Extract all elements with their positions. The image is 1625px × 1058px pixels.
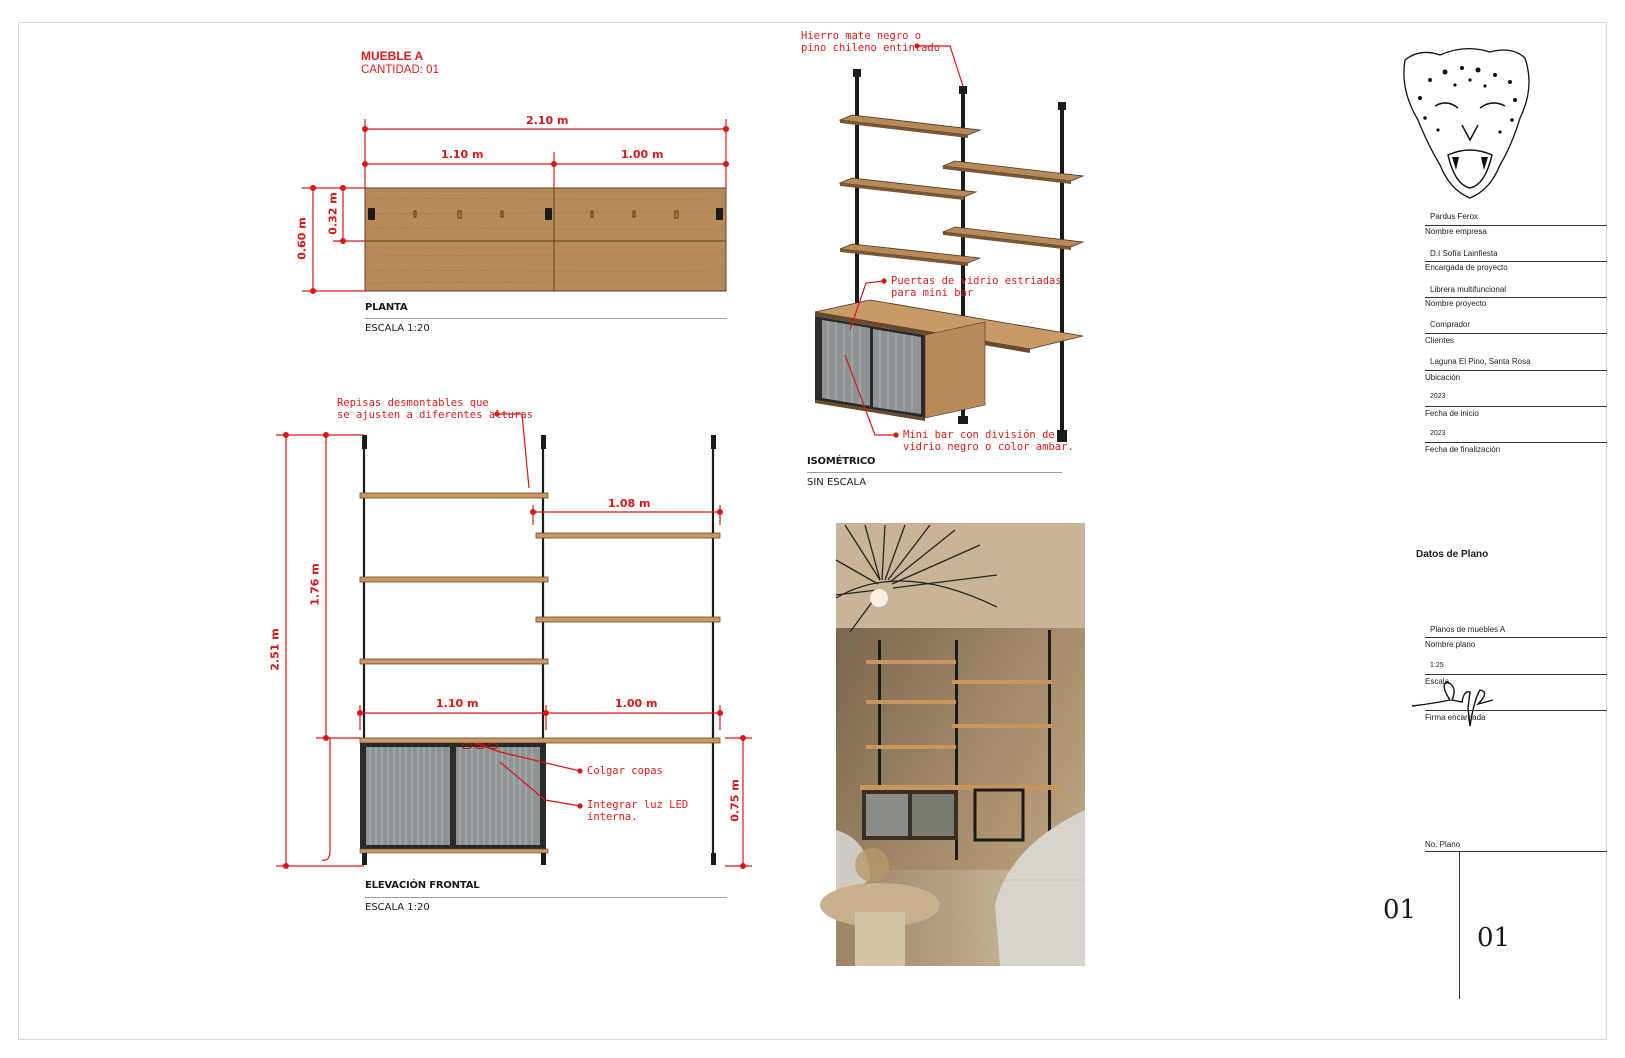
- elev-dim-left: 1.10 m: [436, 697, 479, 710]
- elev-dim-shelf-width: 1.08 m: [608, 497, 651, 510]
- planta-dim-total: 2.10 m: [526, 114, 569, 127]
- tb-divider: [1425, 851, 1607, 852]
- elevacion-scale: ESCALA 1:20: [365, 902, 430, 913]
- tb-scale-value: 1:25: [1430, 662, 1444, 669]
- planta-title: PLANTA: [365, 302, 408, 313]
- tb-project-label: Nombre proyecto: [1425, 299, 1487, 308]
- isometrico-scale: SIN ESCALA: [807, 477, 867, 488]
- tb-clients-label: Clientes: [1425, 336, 1454, 345]
- isometrico-title: ISOMÉTRICO: [807, 456, 876, 467]
- tb-plan-number-label: No. Plano: [1425, 840, 1461, 849]
- furniture-title: MUEBLE A: [361, 49, 424, 63]
- planta-dim-depth-top: 0.32 m: [326, 192, 340, 235]
- elev-dim-right: 1.00 m: [615, 697, 658, 710]
- tb-end-label: Fecha de finalización: [1425, 445, 1501, 454]
- tb-plan-total: 01: [1477, 923, 1511, 953]
- tb-vertical-divider: [1459, 851, 1460, 999]
- note-glasses: Colgar copas: [587, 765, 663, 777]
- elev-dim-height-total: 2.51 m: [268, 628, 282, 671]
- tb-signature-label: Firma encargada: [1425, 713, 1486, 722]
- tb-divider: [1425, 710, 1607, 711]
- tb-scale-label: Escala: [1425, 677, 1450, 686]
- elev-dim-counter-height: 0.75 m: [728, 779, 742, 822]
- tb-company-label: Nombre empresa: [1425, 227, 1487, 236]
- planta-dim-depth-total: 0.60 m: [295, 217, 309, 260]
- tb-plan-number: 01: [1383, 895, 1417, 925]
- elevacion-title: ELEVACIÓN FRONTAL: [365, 880, 480, 891]
- tb-project-value: Librera multifuncional: [1430, 285, 1507, 294]
- tb-location-value: Laguna El Pino, Santa Rosa: [1430, 357, 1531, 366]
- tb-manager-value: D.I Sofía Lainfiesta: [1430, 249, 1498, 258]
- tb-plan-name-value: Planos de muebles A: [1430, 625, 1506, 634]
- planta-dim-left: 1.10 m: [441, 148, 484, 161]
- tb-end-value: 2023: [1430, 430, 1446, 437]
- note-doors: Puertas de vidrio estriadas para mini bar: [891, 275, 1062, 299]
- tb-clients-value: Comprador: [1430, 320, 1471, 329]
- tb-manager-label: Encargada de proyecto: [1425, 263, 1508, 272]
- planta-scale: ESCALA 1:20: [365, 323, 430, 334]
- note-material: Hierro mate negro o pino chileno entintado: [801, 30, 941, 54]
- furniture-quantity: CANTIDAD: 01: [361, 64, 439, 76]
- tb-start-value: 2023: [1430, 393, 1446, 400]
- tb-company-value: Pardus Ferox: [1430, 212, 1479, 221]
- note-minibar: Mini bar con división de vidrio negro o color ambar.: [903, 429, 1074, 453]
- note-shelves: Repisas desmontables que se ajusten a diferentes alturas: [337, 397, 533, 421]
- elev-dim-height-upper: 1.76 m: [308, 563, 322, 606]
- tb-plan-name-label: Nombre plano: [1425, 640, 1476, 649]
- note-led: Integrar luz LED interna.: [587, 799, 689, 823]
- datos-plano-heading: Datos de Plano: [1416, 549, 1489, 560]
- tb-location-label: Ubicación: [1425, 373, 1461, 382]
- tb-start-label: Fecha de inicio: [1425, 409, 1479, 418]
- planta-dim-right: 1.00 m: [621, 148, 664, 161]
